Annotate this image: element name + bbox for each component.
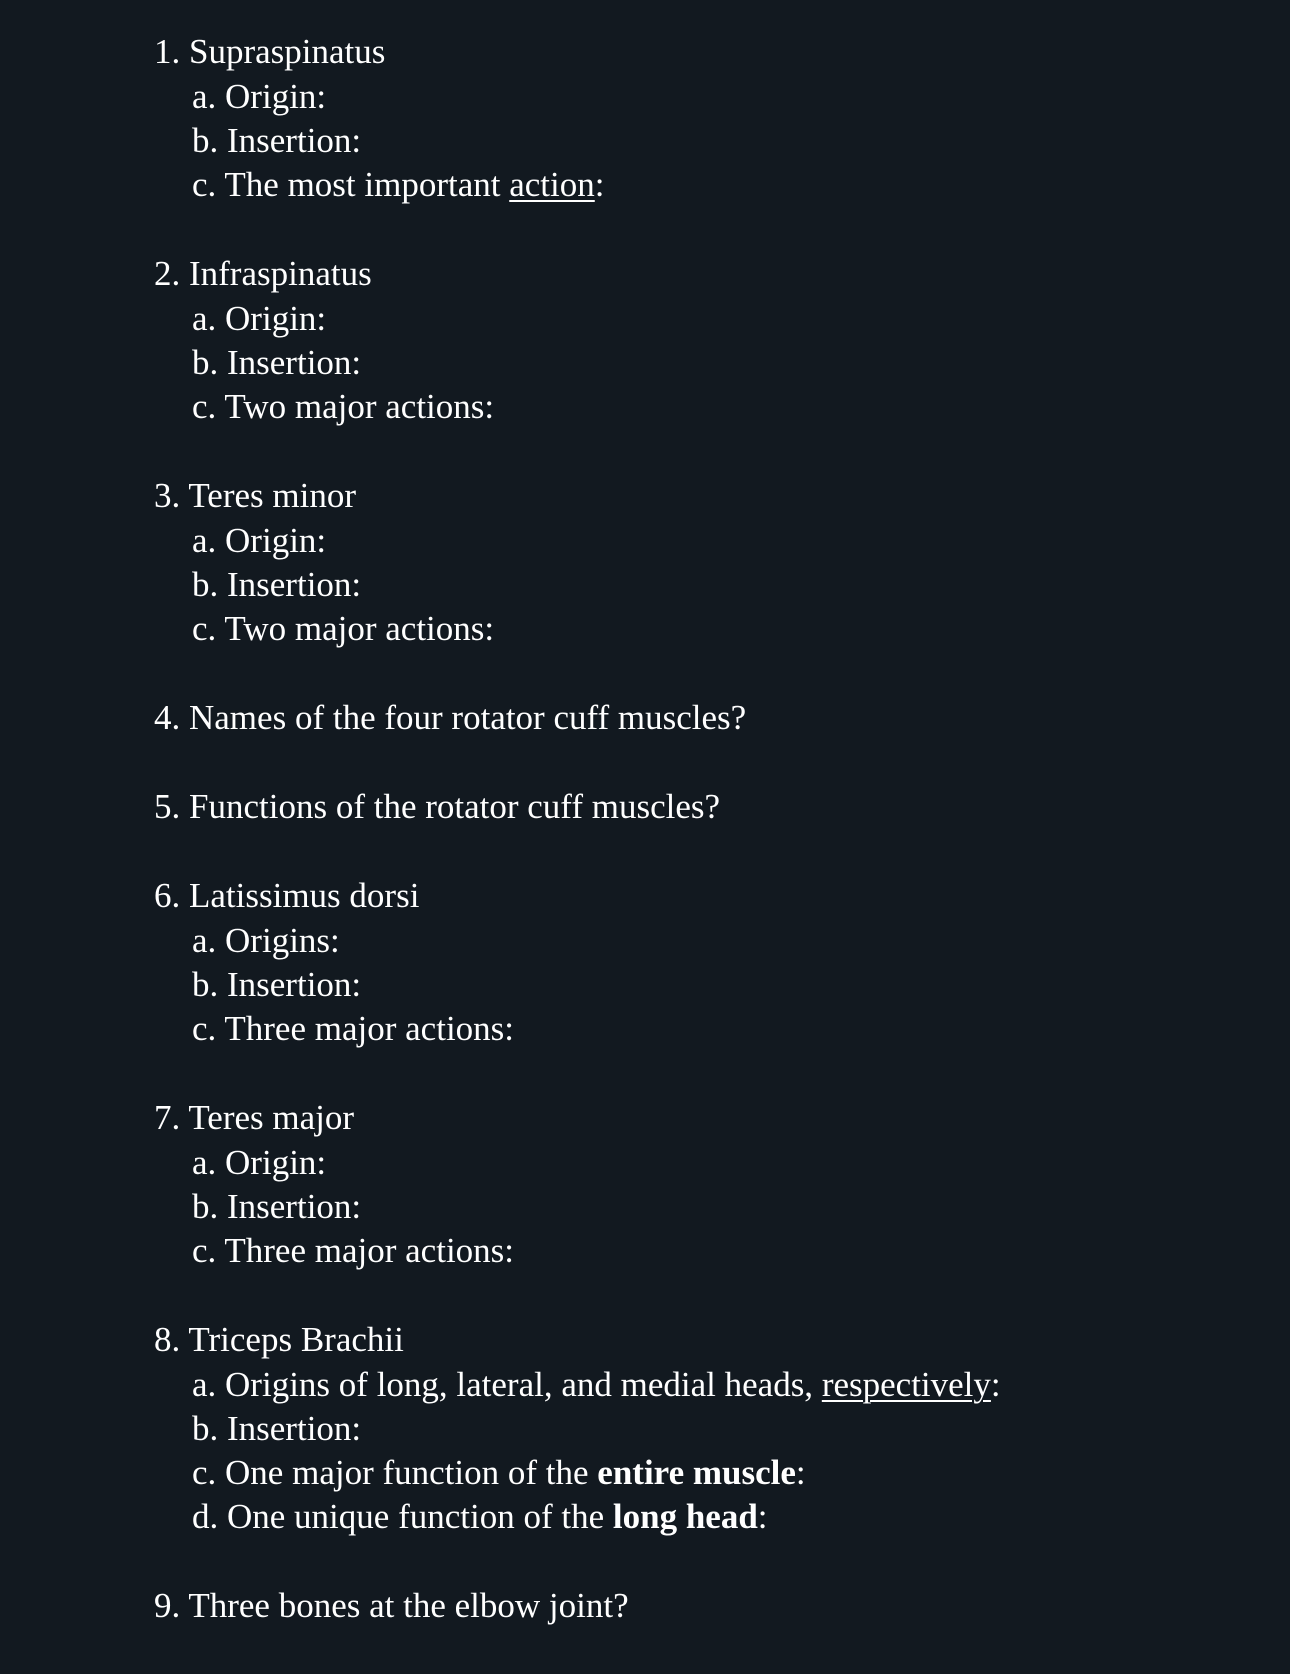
question-1-action — [192, 163, 605, 207]
question-7-origin: a. Origin: — [192, 1143, 327, 1182]
question-7-title: 7. Teres major — [154, 1098, 355, 1137]
question-6-insertion: b. Insertion: — [192, 965, 362, 1004]
question-1-insertion: b. Insertion: — [192, 121, 362, 160]
question-8-unique-emphasis: long head — [612, 1497, 758, 1536]
question-1-title: 1. Supraspinatus — [154, 32, 386, 71]
question-7-insertion: b. Insertion: — [192, 1187, 362, 1226]
question-3-insertion: b. Insertion: — [192, 565, 362, 604]
question-8-origins-emphasis: respectively — [821, 1365, 991, 1404]
question-2-actions: c. Two major actions: — [192, 387, 495, 426]
question-1-action-prefix: c. The most important — [192, 165, 510, 204]
question-3-title: 3. Teres minor — [154, 476, 357, 515]
question-1-action-suffix: : — [594, 165, 605, 204]
question-8-origins-suffix: : — [990, 1365, 1001, 1404]
question-5-title: 5. Functions of the rotator cuff muscles? — [154, 787, 721, 826]
question-2-insertion: b. Insertion: — [192, 343, 362, 382]
question-8-origins — [192, 1363, 1001, 1407]
question-8-unique-prefix: d. One unique function of the — [192, 1497, 613, 1536]
question-1-action-emphasis: action — [509, 165, 595, 204]
question-8-title: 8. Triceps Brachii — [154, 1320, 404, 1359]
question-2-title: 2. Infraspinatus — [154, 254, 372, 293]
question-1-origin: a. Origin: — [192, 77, 327, 116]
question-6-title: 6. Latissimus dorsi — [154, 876, 420, 915]
question-8-unique-function — [192, 1495, 768, 1539]
question-2-origin: a. Origin: — [192, 299, 327, 338]
question-8-function-prefix: c. One major function of the — [192, 1453, 598, 1492]
question-9-title: 9. Three bones at the elbow joint? — [154, 1586, 629, 1625]
question-8-function — [192, 1451, 806, 1495]
question-7-actions: c. Three major actions: — [192, 1231, 515, 1270]
question-3-actions: c. Two major actions: — [192, 609, 495, 648]
question-6-actions: c. Three major actions: — [192, 1009, 515, 1048]
question-8-function-suffix: : — [795, 1453, 806, 1492]
question-8-origins-prefix: a. Origins of long, lateral, and medial heads, — [192, 1365, 822, 1404]
question-3-origin: a. Origin: — [192, 521, 327, 560]
question-8-unique-suffix: : — [757, 1497, 768, 1536]
question-8-function-emphasis: entire muscle — [597, 1453, 796, 1492]
question-6-origins: a. Origins: — [192, 921, 340, 960]
question-8-insertion: b. Insertion: — [192, 1409, 362, 1448]
question-4-title: 4. Names of the four rotator cuff muscles? — [154, 698, 747, 737]
